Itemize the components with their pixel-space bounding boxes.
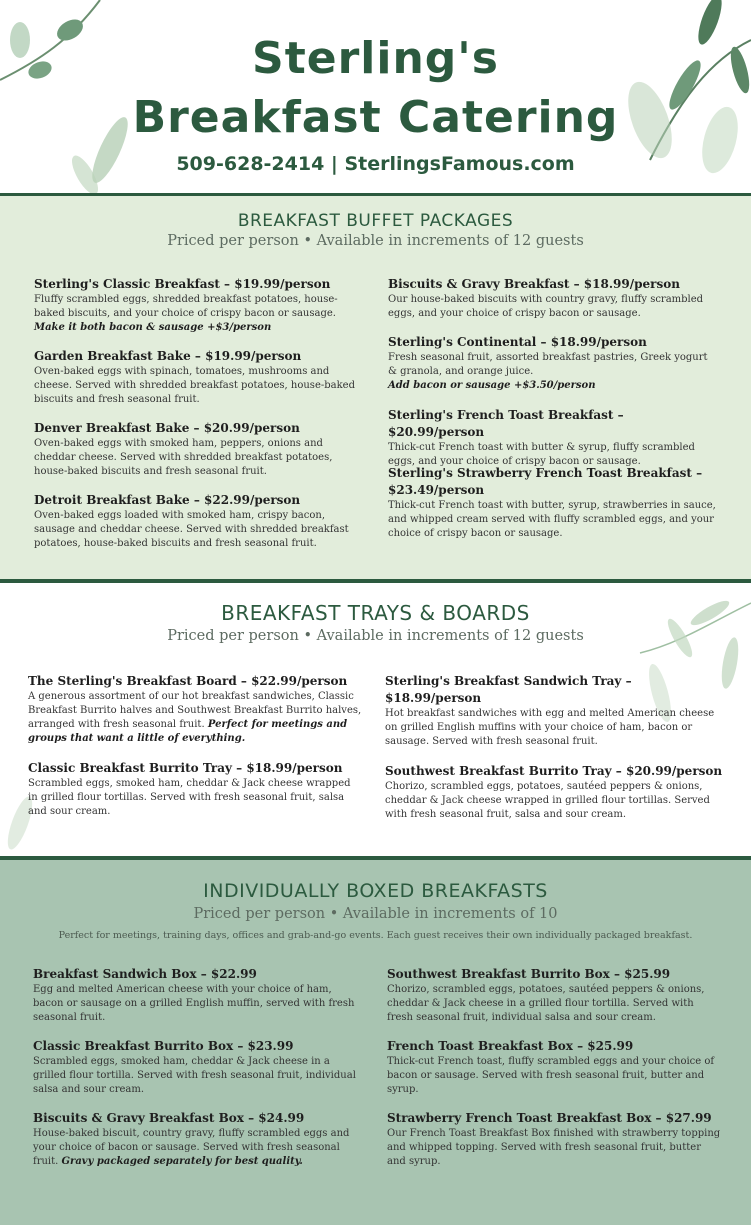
menu-item <box>388 465 718 541</box>
trays-right-column <box>385 673 725 822</box>
header <box>0 0 751 193</box>
menu-item <box>34 276 364 348</box>
menu-item-title: Breakfast Sandwich Box – $22.99 <box>33 967 257 981</box>
menu-item-title: Strawberry French Toast Breakfast Box – $27.99 <box>387 1111 712 1125</box>
menu-item-description: Thick-cut French toast, fluffy scrambled eggs and your choice of bacon or sausage. Served with fresh seasonal fruit, butter and syrup. <box>387 1056 715 1095</box>
menu-item-title: Sterling's Breakfast Sandwich Tray – $18.99/person <box>385 674 632 705</box>
menu-item-title: Sterling's Continental – $18.99/person <box>388 335 647 349</box>
trays-section <box>0 579 751 856</box>
menu-item <box>387 1110 722 1169</box>
trays-title: BREAKFAST TRAYS & BOARDS <box>221 601 530 625</box>
boxed-title: INDIVIDUALLY BOXED BREAKFASTS <box>203 880 548 902</box>
boxed-note: Perfect for meetings, training days, offices and grab-and-go events. Each guest receives their own individually packaged breakfast. <box>58 930 693 941</box>
menu-item-title: Classic Breakfast Burrito Box – $23.99 <box>33 1039 294 1053</box>
menu-item <box>385 763 725 822</box>
menu-item-description-text: House-baked biscuit, country gravy, fluffy scrambled eggs and your choice of bacon or sausage. Served with fresh seasonal fruit. <box>33 1128 350 1167</box>
menu-item <box>33 1110 363 1169</box>
buffet-section <box>0 193 751 579</box>
menu-item-description: Scrambled eggs, smoked ham, cheddar & Jack cheese in a grilled flour tortilla. Served with fresh seasonal fruit, individual salsa and sour cream. <box>33 1056 356 1095</box>
boxed-right-column <box>387 966 722 1169</box>
menu-item-description <box>28 690 363 746</box>
menu-item <box>28 760 363 819</box>
menu-item-title: Biscuits & Gravy Breakfast – $18.99/person <box>388 277 680 291</box>
menu-item-description: Fresh seasonal fruit, assorted breakfast pastries, Greek yogurt & granola, and orange juice. <box>388 352 708 377</box>
menu-item-title: Sterling's Strawberry French Toast Breakfast – $23.49/person <box>388 466 703 497</box>
menu-item-note: Add bacon or sausage +$3.50/person <box>388 380 596 391</box>
contact-info: 509-628-2414 | SterlingsFamous.com <box>176 153 575 175</box>
menu-item-description: Thick-cut French toast with butter, syrup, strawberries in sauce, and whipped cream served with fluffy scrambled eggs, and your choice of crispy bacon or sausage. <box>388 500 716 539</box>
menu-item <box>388 407 718 465</box>
menu-item <box>28 673 363 760</box>
menu-item-title: Sterling's Classic Breakfast – $19.99/person <box>34 277 331 291</box>
page-title-line1: Sterling's <box>252 33 499 84</box>
menu-item-description: Egg and melted American cheese with your choice of ham, bacon or sausage on a grilled English muffin, served with fresh seasonal fruit. <box>33 984 355 1023</box>
menu-item-description: Oven-baked eggs with smoked ham, peppers, onions and cheddar cheese. Served with shredded breakfast potatoes, house-baked biscuits and fresh seasonal fruit. <box>34 438 333 477</box>
menu-item-title: Garden Breakfast Bake – $19.99/person <box>34 349 302 363</box>
menu-item-title: Southwest Breakfast Burrito Box – $25.99 <box>387 967 671 981</box>
menu-item-title: Denver Breakfast Bake – $20.99/person <box>34 421 300 435</box>
menu-item <box>387 1038 722 1110</box>
menu-item-description: Our French Toast Breakfast Box finished with strawberry topping and whipped topping. Served with fresh seasonal fruit, butter and syrup. <box>387 1128 721 1167</box>
boxed-subtitle: Priced per person • Available in increments of 10 <box>193 906 558 922</box>
menu-item <box>34 492 364 551</box>
menu-item-note: Make it both bacon & sausage +$3/person <box>34 322 272 333</box>
menu-item-description <box>33 1127 363 1169</box>
menu-item-note: Perfect for meetings and groups that want a little of everything. <box>28 719 348 744</box>
menu-item <box>34 420 364 492</box>
menu-item-description: Oven-baked eggs loaded with smoked ham, crispy bacon, sausage and cheddar cheese. Served with shredded breakfast potatoes, house-baked biscuits and fresh seasonal fruit. <box>34 510 349 549</box>
buffet-subtitle: Priced per person • Available in increments of 12 guests <box>167 233 584 249</box>
menu-item-description: Chorizo, scrambled eggs, potatoes, sautéed peppers & onions, cheddar & Jack cheese in a grilled flour tortilla. Served with fresh seasonal fruit, individual salsa and sour cream. <box>387 984 705 1023</box>
menu-item-description: Hot breakfast sandwiches with egg and melted American cheese on grilled English muffins with your choice of ham, bacon or sausage. Served with fresh seasonal fruit. <box>385 708 715 747</box>
menu-item <box>33 1038 363 1110</box>
menu-item <box>385 673 725 763</box>
buffet-left-column <box>34 276 364 551</box>
boxed-section <box>0 856 751 1225</box>
menu-item-description-text: A generous assortment of our hot breakfast sandwiches, Classic Breakfast Burrito halves and Southwest Breakfast Burrito halves, arranged with fresh seasonal fruit. <box>28 691 362 730</box>
menu-item <box>388 334 718 407</box>
trays-subtitle: Priced per person • Available in increments of 12 guests <box>167 628 584 644</box>
trays-left-column <box>28 673 363 819</box>
menu-item <box>387 966 722 1038</box>
menu-item-description: Scrambled eggs, smoked ham, cheddar & Jack cheese wrapped in grilled flour tortillas. Served with fresh seasonal fruit, salsa and sour cream. <box>28 778 351 817</box>
menu-item-title: Classic Breakfast Burrito Tray – $18.99/person <box>28 761 343 775</box>
buffet-right-column <box>388 276 718 541</box>
boxed-left-column <box>33 966 363 1169</box>
menu-item-description: Thick-cut French toast with butter & syrup, fluffy scrambled eggs, and your choice of crispy bacon or sausage. <box>388 442 695 467</box>
menu-item <box>33 966 363 1038</box>
buffet-title: BREAKFAST BUFFET PACKAGES <box>237 211 514 231</box>
menu-item-description: Our house-baked biscuits with country gravy, fluffy scrambled eggs, and your choice of crispy bacon or sausage. <box>388 294 704 319</box>
menu-item-note: Gravy packaged separately for best quality. <box>61 1156 303 1167</box>
menu-item <box>34 348 364 420</box>
menu-item-title: French Toast Breakfast Box – $25.99 <box>387 1039 634 1053</box>
menu-item-description: Chorizo, scrambled eggs, potatoes, sautéed peppers & onions, cheddar & Jack cheese wrapped in grilled flour tortillas. Served with fresh seasonal fruit, salsa and sour cream. <box>385 781 710 820</box>
menu-item-title: Sterling's French Toast Breakfast – $20.99/person <box>388 408 624 439</box>
menu-item-title: Biscuits & Gravy Breakfast Box – $24.99 <box>33 1111 305 1125</box>
menu-item-title: The Sterling's Breakfast Board – $22.99/person <box>28 674 348 688</box>
page-title-line2: Breakfast Catering <box>132 92 619 143</box>
menu-item <box>388 276 718 334</box>
menu-item-title: Southwest Breakfast Burrito Tray – $20.99/person <box>385 764 723 778</box>
menu-item-description: Fluffy scrambled eggs, shredded breakfast potatoes, house-baked biscuits, and your choice of crispy bacon or sausage. <box>34 294 338 319</box>
menu-item-description: Oven-baked eggs with spinach, tomatoes, mushrooms and cheese. Served with shredded breakfast potatoes, house-baked biscuits and fresh seasonal fruit. <box>34 366 355 405</box>
menu-item-title: Detroit Breakfast Bake – $22.99/person <box>34 493 301 507</box>
